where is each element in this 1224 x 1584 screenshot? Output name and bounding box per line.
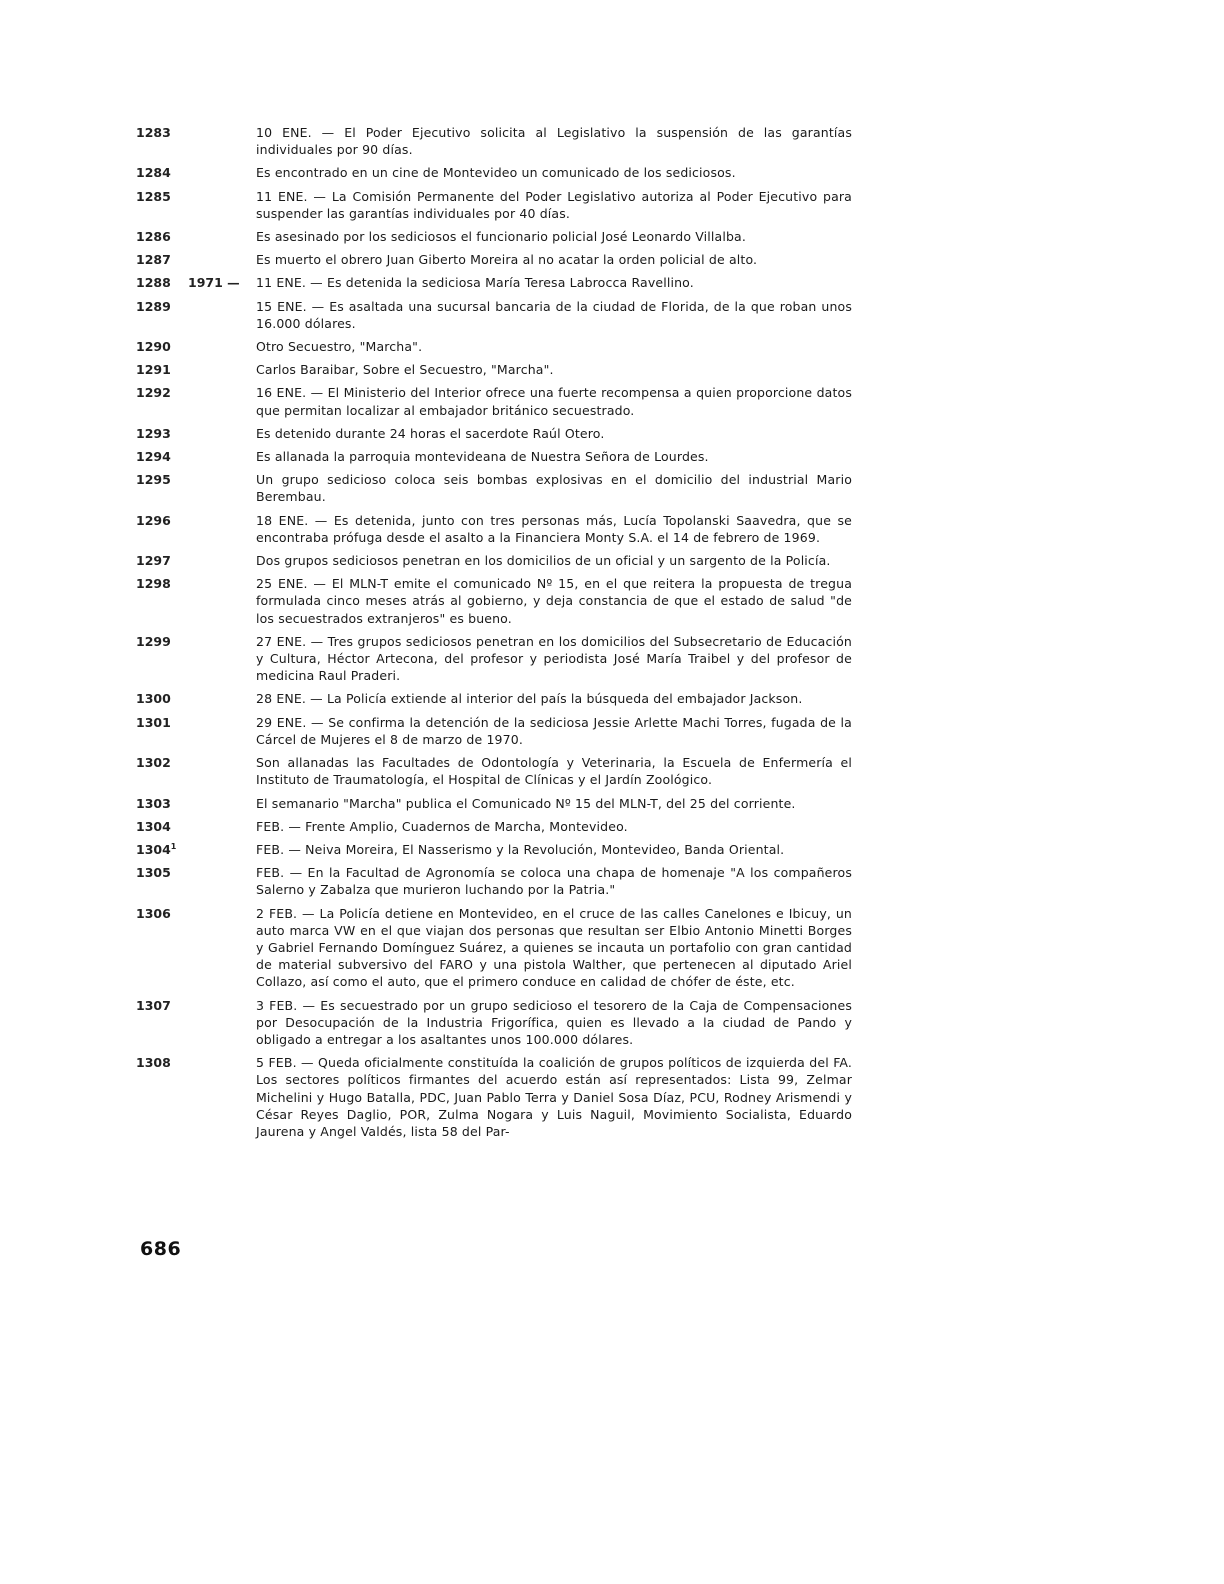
chronology-entry xyxy=(136,361,852,378)
entry-number xyxy=(136,575,196,592)
entry-text: 3 FEB. — Es secuestrado por un grupo sedicioso el tesorero de la Caja de Compensaciones por Desocupación de la Industria Frigorífica, quien es llevado a la ciudad de Pando y obligado a entregar a los asaltantes unos 100.000 dólares. xyxy=(256,997,852,1047)
chronology-entry xyxy=(136,384,852,418)
entry-number xyxy=(136,552,196,569)
chronology-entry xyxy=(136,251,852,268)
entry-text: El semanario "Marcha" publica el Comunicado Nº 15 del MLN-T, del 25 del corriente. xyxy=(256,795,796,811)
chronology-entry xyxy=(136,338,852,355)
entry-number-superscript: 1 xyxy=(170,841,177,851)
entry-number xyxy=(136,818,196,835)
entry-number-text: 1285 xyxy=(136,188,171,204)
entry-number xyxy=(136,448,196,465)
entry-text: 29 ENE. — Se confirma la detención de la sediciosa Jessie Arlette Machi Torres, fugada de la Cárcel de Mujeres el 8 de marzo de 1970. xyxy=(256,714,852,747)
chronology-entry xyxy=(136,471,852,505)
entry-text: 28 ENE. — La Policía extiende al interior del país la búsqueda del embajador Jackson. xyxy=(256,691,803,707)
entry-number-text: 1288 xyxy=(136,275,171,291)
entry-text: Es asesinado por los sediciosos el funcionario policial José Leonardo Villalba. xyxy=(256,229,746,245)
entry-number-text: 1296 xyxy=(136,512,171,528)
chronology-entry xyxy=(136,690,852,707)
chronology-entry xyxy=(136,274,852,291)
entry-text: Es detenido durante 24 horas el sacerdote Raúl Otero. xyxy=(256,425,605,441)
entry-number xyxy=(136,298,196,315)
entry-number xyxy=(136,228,196,245)
entry-text: 16 ENE. — El Ministerio del Interior ofrece una fuerte recompensa a quien proporcione datos que permitan localizar al embajador británico secuestrado. xyxy=(256,385,852,418)
entry-number xyxy=(136,690,196,707)
entry-number-text: 1295 xyxy=(136,472,171,488)
chronology-entry xyxy=(136,164,852,181)
entry-number xyxy=(136,188,196,205)
entry-number xyxy=(136,361,196,378)
entry-number-text: 1293 xyxy=(136,425,171,441)
entry-number xyxy=(136,425,196,442)
entry-number-text: 1304 xyxy=(136,818,171,834)
entry-number-text: 1303 xyxy=(136,795,171,811)
chronology-entry xyxy=(136,188,852,222)
entry-number-text: 1284 xyxy=(136,165,171,181)
entry-number xyxy=(136,714,196,731)
chronology-entry xyxy=(136,633,852,685)
entry-number-text: 1292 xyxy=(136,385,171,401)
entry-number-text: 1299 xyxy=(136,633,171,649)
entry-text: FEB. — Neiva Moreira, El Nasserismo y la Revolución, Montevideo, Banda Oriental. xyxy=(256,841,785,857)
entry-number-text: 1297 xyxy=(136,553,171,569)
entry-number-text: 1304 xyxy=(136,841,171,857)
entry-number xyxy=(136,754,196,771)
chronology-entry xyxy=(136,552,852,569)
chronology-entry xyxy=(136,997,852,1049)
entry-number xyxy=(136,274,196,291)
chronology-entry xyxy=(136,575,852,627)
entry-text: Es muerto el obrero Juan Giberto Moreira al no acatar la orden policial de alto. xyxy=(256,252,758,268)
entry-number-text: 1307 xyxy=(136,997,171,1013)
entry-number xyxy=(136,251,196,268)
entry-number-text: 1290 xyxy=(136,339,171,355)
entry-text: Es allanada la parroquia montevideana de Nuestra Señora de Lourdes. xyxy=(256,449,709,465)
entry-number-text: 1286 xyxy=(136,229,171,245)
entry-text: 11 ENE. — Es detenida la sediciosa María Teresa Labrocca Ravellino. xyxy=(256,275,694,291)
entry-text: 5 FEB. — Queda oficialmente constituída la coalición de grupos políticos de izquierda del FA. Los sectores políticos firmantes del acuerdo están así representados: Lista 99, Zelmar Michelini y Hugo Batalla, PDC, Juan Pablo Terra y Daniel Sosa Díaz, PCU, Rodney Arismendi y César Reyes Daglio, POR, Zulma Nogara y Luis Naguil, Movimiento Socialista, Eduardo Jaurena y Angel Valdés, lista 58 del Par- xyxy=(256,1055,852,1139)
chronology-entry xyxy=(136,124,852,158)
chronology-entry xyxy=(136,425,852,442)
entry-number xyxy=(136,471,196,488)
entry-text: 10 ENE. — El Poder Ejecutivo solicita al Legislativo la suspensión de las garantías individuales por 90 días. xyxy=(256,125,852,158)
page-number: 686 xyxy=(140,1238,182,1260)
chronology-entry xyxy=(136,714,852,748)
entry-number xyxy=(136,338,196,355)
entry-text: 25 ENE. — El MLN-T emite el comunicado Nº 15, en el que reitera la propuesta de tregua formulada cinco meses atrás al gobierno, y deja constancia de que el estado de salud "de los secuestrados extranjeros" es bueno. xyxy=(256,576,852,626)
entry-number xyxy=(136,633,196,650)
entry-text: Es encontrado en un cine de Montevideo un comunicado de los sediciosos. xyxy=(256,165,736,181)
chronology-entry xyxy=(136,448,852,465)
entry-number xyxy=(136,905,196,922)
entry-text: FEB. — En la Facultad de Agronomía se coloca una chapa de homenaje "A los compañeros Salerno y Zabalza que murieron luchando por la Patria." xyxy=(256,865,852,898)
entry-text: 27 ENE. — Tres grupos sediciosos penetran en los domicilios del Subsecretario de Educación y Cultura, Héctor Artecona, del profesor y periodista José María Traibel y del profesor de medicina Raul Praderi. xyxy=(256,633,852,684)
entry-number-text: 1294 xyxy=(136,449,171,465)
entry-number-text: 1289 xyxy=(136,298,171,314)
chronology-entry xyxy=(136,754,852,788)
entry-number-text: 1302 xyxy=(136,755,171,771)
chronology-entry xyxy=(136,228,852,245)
chronology-entry xyxy=(136,795,852,812)
entry-number-text: 1301 xyxy=(136,714,171,730)
chronology-entry xyxy=(136,1054,852,1140)
chronology-entry xyxy=(136,818,852,835)
entry-number-text: 1305 xyxy=(136,865,171,881)
entry-text: 18 ENE. — Es detenida, junto con tres personas más, Lucía Topolanski Saavedra, que se encontraba prófuga desde el asalto a la Financiera Monty S.A. el 14 de febrero de 1969. xyxy=(256,512,852,545)
entry-number xyxy=(136,795,196,812)
chronology-entry xyxy=(136,841,852,858)
entry-text: 2 FEB. — La Policía detiene en Montevideo, en el cruce de las calles Canelones e Ibicuy, un auto marca VW en el que viajan dos personas que resultan ser Elbio Antonio Minetti Borges y Gabriel Fernando Domínguez Suárez, a quienes se incauta un portafolio con gran cantidad de material subversivo del FARO y una pistola Walther, que pertenecen al diputado Ariel Collazo, así como el auto, que el primero conduce en calidad de chófer de éste, etc. xyxy=(256,905,852,990)
entry-number xyxy=(136,1054,196,1071)
entry-text: Un grupo sedicioso coloca seis bombas explosivas en el domicilio del industrial Mario Berembau. xyxy=(256,472,852,505)
entry-number-text: 1298 xyxy=(136,576,171,592)
entry-number xyxy=(136,997,196,1014)
entry-text: Otro Secuestro, "Marcha". xyxy=(256,339,423,355)
entry-text: Carlos Baraibar, Sobre el Secuestro, "Marcha". xyxy=(256,362,554,378)
entry-text: Son allanadas las Facultades de Odontología y Veterinaria, la Escuela de Enfermería el Instituto de Traumatología, el Hospital de Clínicas y el Jardín Zoológico. xyxy=(256,755,852,788)
chronology-entry xyxy=(136,298,852,332)
year-marker: 1971 — xyxy=(188,275,240,291)
entry-number xyxy=(136,512,196,529)
chronology-entry xyxy=(136,905,852,991)
entry-number-text: 1283 xyxy=(136,125,171,140)
entry-text: Dos grupos sediciosos penetran en los domicilios de un oficial y un sargento de la Policía. xyxy=(256,553,831,569)
entry-number xyxy=(136,124,196,141)
entry-number-text: 1291 xyxy=(136,362,171,378)
chronology-entry xyxy=(136,864,852,898)
entry-number-text: 1287 xyxy=(136,252,171,268)
entry-text: 15 ENE. — Es asaltada una sucursal bancaria de la ciudad de Florida, de la que roban unos 16.000 dólares. xyxy=(256,298,852,331)
entry-number xyxy=(136,841,196,858)
entry-number-text: 1300 xyxy=(136,691,171,707)
entry-number xyxy=(136,864,196,881)
entry-number-text: 1308 xyxy=(136,1055,171,1071)
entry-number xyxy=(136,384,196,401)
chronology-entry xyxy=(136,512,852,546)
entry-number xyxy=(136,164,196,181)
entry-text: 11 ENE. — La Comisión Permanente del Poder Legislativo autoriza al Poder Ejecutivo para suspender las garantías individuales por 40 días. xyxy=(256,188,852,221)
entry-text: FEB. — Frente Amplio, Cuadernos de Marcha, Montevideo. xyxy=(256,818,628,834)
entry-number-text: 1306 xyxy=(136,905,171,921)
chronology-list xyxy=(136,124,852,1146)
